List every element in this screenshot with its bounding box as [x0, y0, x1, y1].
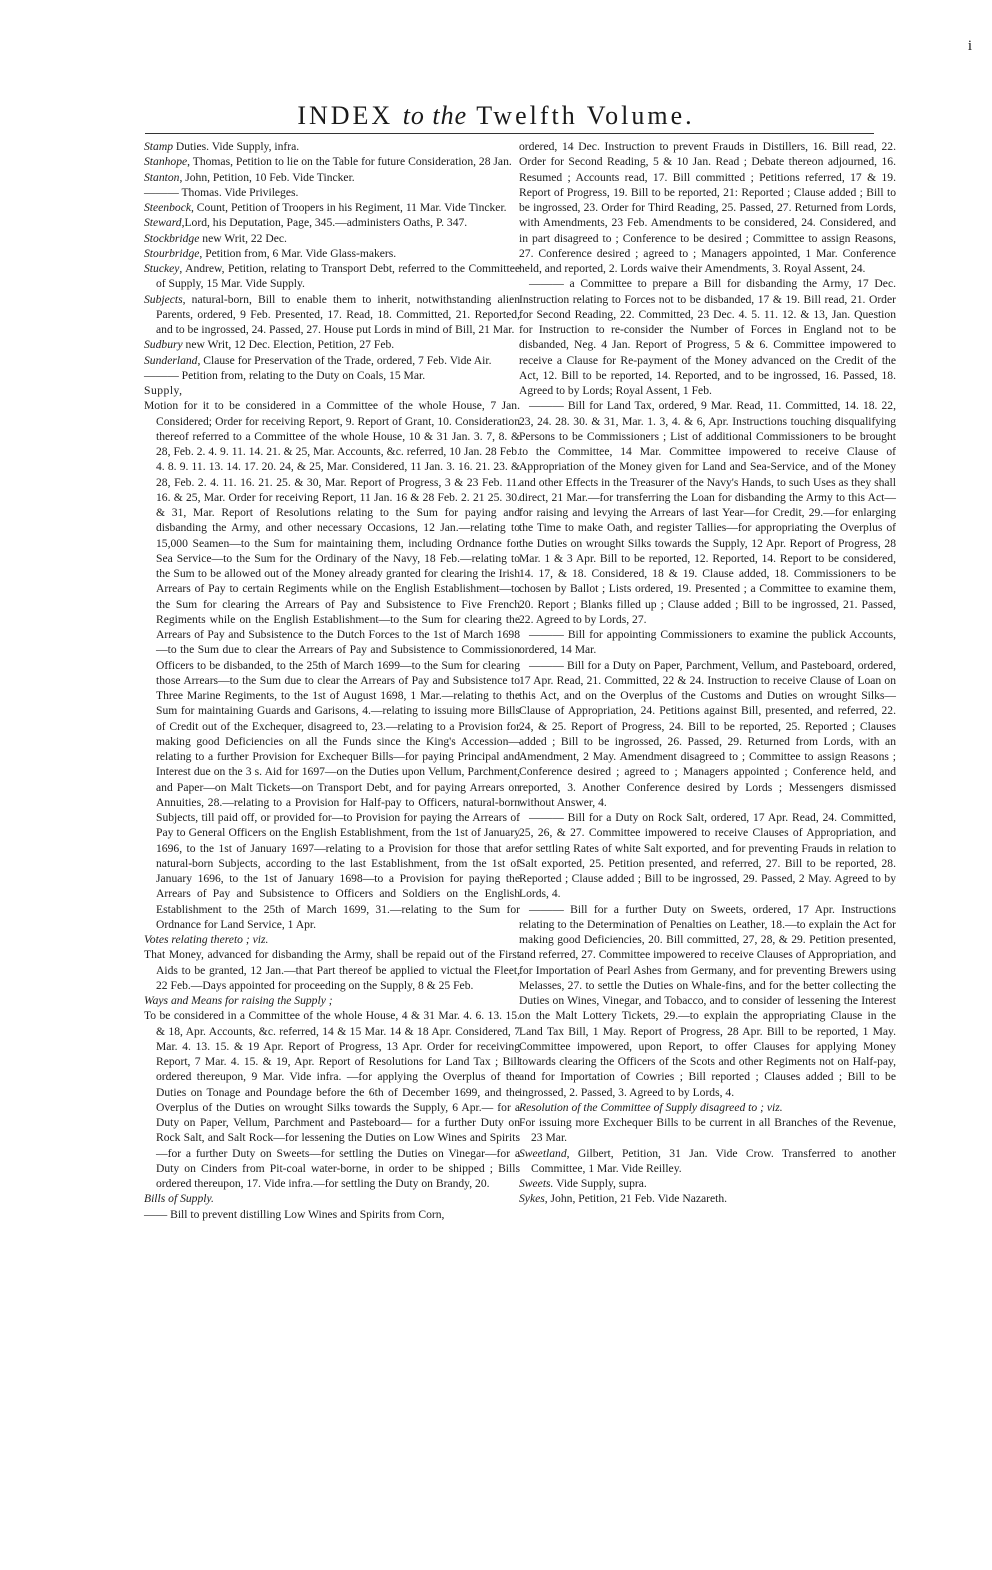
entry-text: Bill for appointing Commissioners to examine the publick Accounts, ordered, 14 Mar.: [519, 628, 896, 657]
entry-text: , Petition from, 6 Mar. Vide Glass-makers.: [199, 246, 397, 260]
index-entry: [144, 1207, 520, 1222]
entry-text: Resolution of the Committee of Supply disagreed to ; viz.: [519, 1100, 783, 1114]
index-entry: [519, 1100, 896, 1115]
index-entry: [519, 398, 896, 627]
entry-text: Bill for Land Tax, ordered, 9 Mar. Read, 11. Committed, 14. 18. 22, 23, 24. 28. 30. & 31, Mar. 1. 3, 4. & 6, Apr. Instructions touching disqualifying Persons to be Commissioners ; List of additional Commissioners to be brought to the Committee, 14 Mar. Committee impowered to receive Clause of Appropriation of the Money given for Land and Sea-Service, and of the Money and other Effects in the Treasurer of the Navy's Hands, to such Uses as they shall direct, 21 Mar.—for transferring the Loan for disbanding the Army to this Act—for raising and levying the Arrears of last Year—for Credit, 29.—for enlarging the Time to make Oath, and register Tallies—for appropriating the Overplus of the Duties on wrought Silks towards the Supply, 12 Apr. Report of Progress, 28 Mar. 1 & 3 Apr. Bill to be reported, 12. Reported, 14. Report to be considered, 14. 17, & 18. Considered, 18 & 19. Clause added, 18. Commissioners to be chosen by Ballot ; Lists ordered, 19. Presented ; a Committee to examine them, 20. Report ; Blanks filled up ; Clause added ; Bill to be ingrossed, 21. Passed, 22. Agreed to by Lords, 27.: [519, 399, 896, 626]
page-folio: i: [967, 38, 972, 54]
entry-text: , Count, Petition of Troopers in his Regiment, 11 Mar. Vide Tincker.: [191, 201, 507, 214]
entry-heading: ———: [529, 811, 564, 824]
title-to-the: to the: [402, 101, 468, 130]
entry-heading: Sunderland: [144, 353, 198, 367]
entry-heading: Sweetland: [519, 1146, 567, 1160]
index-entry: [519, 139, 896, 276]
entry-text: Bills of Supply.: [144, 1192, 214, 1206]
index-entry: [519, 1176, 896, 1191]
entry-heading: Sykes: [519, 1192, 545, 1206]
index-entry: [144, 231, 520, 246]
entry-heading: Stanton: [144, 170, 180, 184]
entry-heading: Steward: [144, 216, 182, 230]
entry-heading: Stourbridge: [144, 246, 200, 260]
index-entry: [519, 1115, 896, 1146]
index-entry: [519, 810, 896, 902]
index-entry: [144, 932, 520, 947]
index-entry: [144, 246, 520, 261]
index-entry: [144, 170, 520, 185]
entry-text: a Committee to prepare a Bill for disbanding the Army, 17 Dec. Instruction relating to Forces not to be disbanded, 17 & 19. Bill read, 21. Order for Second Reading, 22. Committed, 23 Dec. 4. 5. 11. 12. & 13, Jan. Question for Instruction to re-consider the Number of Forces in England not to be disbanded, Neg. 4 Jan. Report of Progress, 5 & 6. Committee impowered to receive a Clause for Re-payment of the Money advanced on the Credit of the Act, 12. Bill to be reported, 14. Reported, and to be ingrossed, 16. Passed, 18. Agreed to by Lords; Royal Assent, 1 Feb.: [519, 277, 896, 397]
index-entry: [519, 627, 896, 658]
entry-text: Thomas. Vide Privileges.: [178, 185, 299, 199]
entry-heading: Stuckey: [144, 262, 180, 275]
index-entry: [144, 353, 520, 368]
entry-text: Bill for a Duty on Paper, Parchment, Vellum, and Pasteboard, ordered, 17 Apr. Read, 21. Committed, 22 & 24. Instruction to receive Clause of Loan on this Act, and on the Overplus of the Customs and Duties on wrought Silks—Clause of Appropriation, 24. Petitions against Bill, presented, and referred, 22. 24, & 25. Report of Progress, 24. Bill to be reported, 25. Reported ; Clauses added ; Bill to be ingrossed, 26. Passed, 29. Returned from Lords, with an Amendment, 2 May. Amendment disagreed to ; Committee to assign Reasons ; Conference desired ; agreed to ; Managers appointed ; Conference held, and reported, 3. Another Conference desired by Lords ; Messengers dismissed without Answer, 4.: [519, 658, 896, 809]
entry-text: Bill to prevent distilling Low Wines and Spirits from Corn,: [167, 1207, 445, 1221]
entry-heading: ———: [529, 658, 564, 672]
index-entry: [144, 383, 520, 398]
entry-text: , John, Petition, 21 Feb. Vide Nazareth.: [544, 1192, 728, 1206]
entry-text: , Andrew, Petition, relating to Transport Debt, referred to the Committee of Supply, 15 Mar. Vide Supply.: [156, 262, 520, 291]
entry-heading: Stamp: [144, 140, 173, 153]
entry-text: , Gilbert, Petition, 31 Jan. Vide Crow. Transferred to another Committee, 1 Mar. Vide Reilley.: [531, 1146, 896, 1175]
entry-text: , Clause for Preservation of the Trade, ordered, 7 Feb. Vide Air.: [197, 353, 492, 367]
entry-text: Votes relating thereto ; viz.: [144, 933, 269, 946]
left-column: [144, 139, 520, 1222]
entry-heading: Sweets.: [519, 1177, 554, 1190]
index-entry: [144, 993, 520, 1008]
entry-text: Supply,: [144, 384, 183, 397]
entry-text: Ways and Means for raising the Supply ;: [144, 994, 333, 1007]
entry-text: , natural-born, Bill to enable them to inherit, notwithstanding alien Parents, ordered, 9 Feb. Presented, 17. Read, 18. Committed, 21. Reported, and to be ingrossed, 24. Passed, 27. House put Lords in mind of Bill, 21 Mar.: [156, 292, 520, 336]
index-entry: [144, 200, 520, 215]
title-rule: [145, 133, 874, 134]
entry-text: For issuing more Exchequer Bills to be current in all Branches of the Revenue, 23 Mar.: [519, 1116, 896, 1145]
entry-heading: ———: [529, 399, 564, 413]
title-index: INDEX: [297, 101, 403, 130]
index-entry: [519, 1146, 896, 1177]
entry-text: Vide Supply, supra.: [553, 1177, 647, 1190]
right-column: [519, 139, 896, 1207]
entry-text: ordered, 14 Dec. Instruction to prevent Frauds in Distillers, 16. Bill read, 22. Order for Second Reading, 5 & 10 Jan. Read ; Debate thereon adjourned, 16. Resumed ; Accounts read, 17. Bill committed ; Petitions referred, 17 & 19. Report of Progress, 19. Bill to be reported, 21: Reported ; Clause added ; Bill to be ingrossed, 23. Order for Third Reading, 25. Passed, 27. Returned from Lords, with Amendments, 23 Feb. Amendments to be considered, 24. Considered, and in part disagreed to ; Conference to be desired ; Committee to assign Reasons, 27. Conference desired ; agreed to ; Managers appointed, 1 Mar. Conference held, and reported, 2. Lords waive their Amendments, 3. Royal Assent, 24.: [519, 140, 896, 275]
index-entry: [144, 215, 520, 230]
index-entry: [519, 276, 896, 398]
entry-text: ,Lord, his Deputation, Page, 345.—administers Oaths, P. 347.: [181, 216, 468, 230]
page-title: [0, 101, 992, 131]
index-entry: [144, 261, 520, 292]
entry-text: Motion for it to be considered in a Committee of the whole House, 7 Jan. Considered; Order for receiving Report, 9. Report of Grant, 10. Consideration thereof referred to a Committee of the whole House, 10 & 31 Jan. 3. 7, 8. & 28, Feb. 2. 4. 9. 11. 14. 21. & 25, Mar. Accounts, &c. referred, 10 Jan. 28 Feb. 4. 8. 9. 11. 13. 14. 17. 20. 24, & 25, Mar. Considered, 11 Jan. 3. 16. 21. 23. & 28, Feb. 2. 4. 11. 16. 21. 25. & 30, Mar. Report of Progress, 3 & 23 Feb. 11. 16. & 25, Mar. Order for receiving Report, 11 Jan. 16 & 28 Feb. 2. 21 25. 30. & 31, Mar. Report of Resolutions relating to the Sum for paying and disbanding the Army, and other necessary Occasions, 12 Jan.—relating to 15,000 Seamen—to the Sum for maintaining them, including Ordnance for Sea Service—to the Sum for the Ordinary of the Navy, 18 Feb.—relating to the Sum to be allowed out of the Money already granted for clearing the Irish Arrears of Pay to certain Regiments while on the English Establishment—to the Sum for clearing the Arrears of Pay and Subsistence to Five French Regiments while on the English Establishment—to the Sum for clearing the Arrears of Pay and Subsistence to the Dutch Forces to the 1st of March 1698—to the Sum due to clear the Arrears of Pay and Subsistence to Commission Officers to be disbanded, to the 25th of March 1699—to the Sum for clearing those Arrears—to the Sum due to clear the Arrears of Pay and Subsistence to Three Marine Regiments, to the 1st of August 1698, 1 Mar.—relating to the Sum for maintaining Guards and Garisons, 4.—relating to issuing more Bills of Credit out of the Exchequer, disagreed to, 23.—relating to a Provision for making good Deficiencies on all the Funds since the King's Accession—relating to a further Provision for Exchequer Bills—for paying Principal and Interest due on the 3 s. Aid for 1697—on the Duties upon Vellum, Parchment, and Paper—on Malt Tickets—on Transport Debt, and for paying Arrears on Annuities, 28.—relating to a Provision for Half-pay to Officers, natural-born Subjects, till paid off, or provided for—to Provision for paying the Arrears of Pay to General Officers on the English Establishment, from the 1st of January 1696, to the 1st of January 1697—relating to a Provision for those that are natural-born Subjects, according to the last Establishment, from the 1st of January 1696, to the 1st of January 1698—to a Provision for paying the Arrears of Pay and Subsistence to Officers and Soldiers on the English Establishment to the 25th of March 1699, 31.—relating to the Sum for Ordnance for Land Service, 1 Apr.: [144, 399, 520, 931]
entry-text: Duties. Vide Supply, infra.: [172, 140, 300, 153]
index-entry: [144, 368, 520, 383]
index-entry: [144, 185, 520, 200]
index-entry: [519, 658, 896, 811]
index-entry: [144, 292, 520, 338]
index-entry: [519, 1191, 896, 1206]
index-entry: [144, 947, 520, 993]
entry-heading: Steenbock: [144, 201, 191, 214]
entry-text: new Writ, 22 Dec.: [199, 231, 287, 245]
index-entry: [144, 1008, 520, 1191]
entry-heading: ——: [144, 1207, 168, 1221]
entry-text: That Money, advanced for disbanding the Army, shall be repaid out of the First Aids to be granted, 12 Jan.—that Part thereof be applied to victual the Fleet, 22 Feb.—Days appointed for proceeding on the Supply, 8 & 25 Feb.: [144, 948, 520, 992]
title-volume: Twelfth Volume.: [467, 101, 695, 130]
entry-text: Bill for a Duty on Rock Salt, ordered, 17 Apr. Read, 24. Committed, 25, 26, & 27. Committee impowered to receive Clauses of Appropriation, and for settling Rates of white Salt exported, and for preventing Frauds in relation to Salt exported, 25. Petition presented, and referred, 27. Bill to be reported, 28. Reported ; Clause added ; Bill to be ingrossed, 29. Passed, 2 May. Agreed to by Lords, 4.: [519, 811, 896, 901]
index-entry: [144, 1191, 520, 1206]
entry-text: , Thomas, Petition to lie on the Table for future Consideration, 28 Jan.: [187, 155, 512, 169]
entry-heading: ———: [529, 628, 564, 641]
entry-heading: Stanhope: [144, 155, 188, 169]
entry-heading: Stockbridge: [144, 231, 200, 245]
index-entry: [144, 139, 520, 154]
index-entry: [144, 154, 520, 169]
entry-text: To be considered in a Committee of the whole House, 4 & 31 Mar. 4. 6. 13. 15. & 18, Apr. Accounts, &c. referred, 14 & 15 Mar. 14 & 18 Apr. Considered, 7 Mar. 4. 13. 15. & 19 Apr. Report of Progress, 13 Apr. Order for receiving Report, 7 Mar. 4. 15. & 19, Apr. Report of Resolutions for Land Tax ; Bill ordered thereupon, 9 Mar. Vide infra. —for applying the Overplus of the Duties on Tonage and Poundage before the 6th of December 1699, and the Overplus of the Duties on wrought Silks towards the Supply, 6 Apr.— for a Duty on Paper, Vellum, Parchment and Pasteboard— for a further Duty on Rock Salt, and Salt Rock—for lessening the Duties on Low Wines and Spirits—for a further Duty on Sweets—for settling the Duties on Vinegar—for a Duty on Cinders from Pit-coal water-borne, in order to be shipped ; Bills ordered thereupon, 17. Vide infra.—for settling the Duty on Brandy, 20.: [144, 1009, 520, 1190]
index-entry: [519, 902, 896, 1100]
entry-heading: ———: [144, 368, 179, 382]
entry-text: new Writ, 12 Dec. Election, Petition, 27 Feb.: [182, 338, 395, 352]
entry-text: , John, Petition, 10 Feb. Vide Tincker.: [179, 170, 355, 184]
index-entry: [144, 337, 520, 352]
entry-text: Petition from, relating to the Duty on Coals, 15 Mar.: [178, 368, 426, 382]
entry-text: Bill for a further Duty on Sweets, ordered, 17 Apr. Instructions relating to the Determination of Penalties on Leather, 18.—to explain the Act for making good Deficiencies, 20. Bill committed, 27, 28, & 29. Petition presented, and referred, 27. Committee impowered to receive Clauses of Appropriation, and for Importation of Pearl Ashes from Germany, and for preventing Brewers using Melasses, 27. to settle the Duties on Whale-fins, and for the better collecting the Duties on Wines, Vinegar, and Tobacco, and to consider of lessening the Interest on the Malt Lottery Tickets, 29.—to explain the appropriating Clause in the Land Tax Bill, 1 May. Report of Progress, 28 Apr. Bill to be reported, 1 May. Committee impowered, upon Report, to offer Clauses for applying Money towards clearing the Officers of the Scots and other Regiments not on Half-pay, and for Importation of Cowries ; Bill reported ; Clauses added ; Bill to be ingrossed, 2. Passed, 3. Agreed to by Lords, 4.: [519, 902, 896, 1099]
entry-heading: ———: [529, 277, 564, 291]
entry-heading: ———: [144, 185, 179, 199]
entry-heading: Sudbury: [144, 338, 183, 352]
index-entry: [144, 398, 520, 932]
entry-heading: ———: [529, 902, 564, 916]
entry-heading: Subjects: [144, 292, 183, 306]
